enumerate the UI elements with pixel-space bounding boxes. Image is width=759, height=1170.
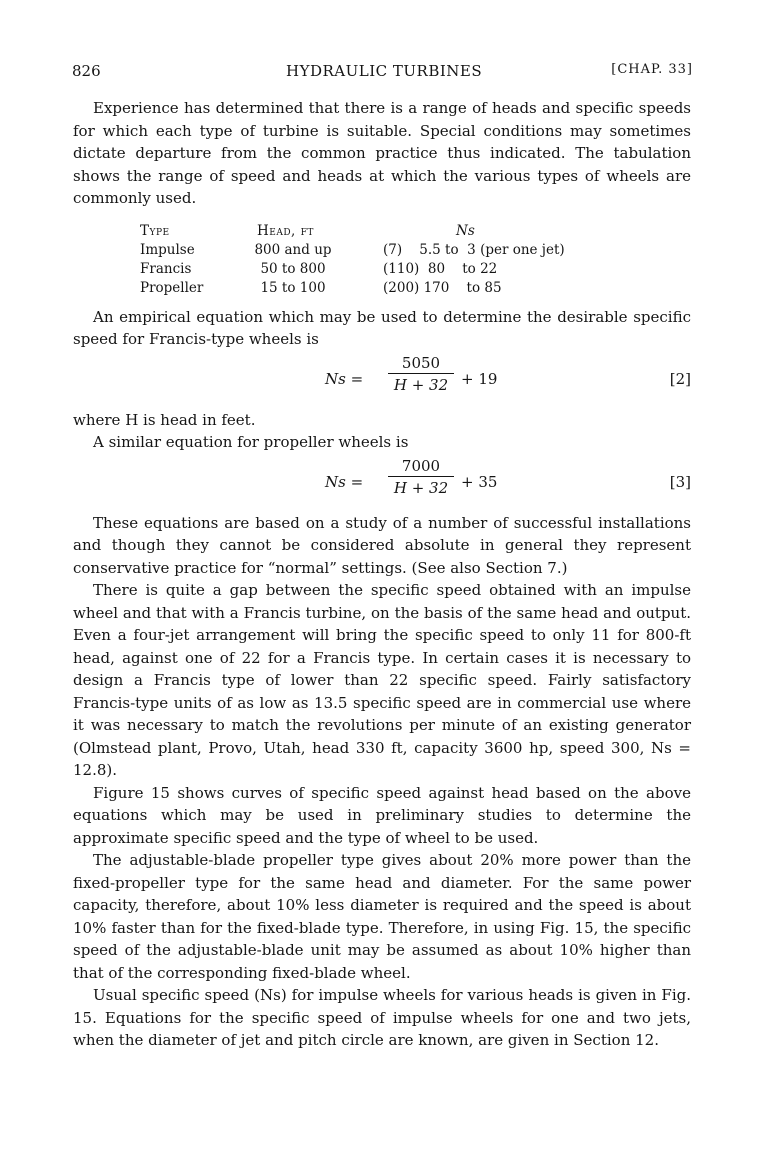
- equation-denominator: H + 32: [393, 375, 449, 394]
- paragraph-equations-basis: These equations are based on a study of a number of successful installations and though they cannot be considered absolute in general they represent conservative practice for “normal” settings. (See also Section 7.): [73, 513, 691, 577]
- table-cell-ns: (200) 170 to 85: [383, 279, 502, 296]
- equation-constant: + 35: [461, 472, 498, 491]
- table-row: [73, 241, 691, 260]
- running-title: HYDRAULIC TURBINES: [286, 62, 483, 80]
- table-cell-head: 15 to 100: [260, 279, 326, 296]
- equation-denominator: H + 32: [393, 478, 449, 497]
- table-cell-type: Francis: [140, 260, 192, 277]
- table-cell-type: Impulse: [140, 241, 195, 258]
- paragraph-specific-speed-gap: There is quite a gap between the specific speed obtained with an impulse wheel and that with a Francis turbine, on the basis of the same head and output. Even a four-jet arrangement will bring the specific speed to only 11 for 800-ft head, against one of 22 for a Francis type. In certain cases it is necessary to design a Francis type of lower than 22 specific speed. Fairly satisfactory Francis-type units of as low as 13.5 specific speed are in commercial use where it was necessary to match the revolutions per minute of an existing generator (Olmstead plant, Provo, Utah, head 330 ft, capacity 3600 hp, speed 300, Ns = 12.8).: [73, 581, 691, 779]
- table-header-ns: Ns: [456, 222, 475, 239]
- equation-lhs: Ns =: [325, 369, 364, 388]
- equation-3: [73, 456, 691, 504]
- page-number: 826: [72, 62, 101, 80]
- paragraph-figure-15: Figure 15 shows curves of specific speed against head based on the above equations which may be used in preliminary studies to determine the approximate specific speed and the type of wheel to be used.: [73, 783, 691, 847]
- equation-lhs: Ns =: [325, 472, 364, 491]
- table-row: [73, 260, 691, 279]
- paragraph-impulse-wheels: Usual specific speed (Ns) for impulse wheels for various heads is given in Fig. 15. Equations for the specific speed of impulse wheels for one and two jets, when the diameter of jet and pitch circle are known, are given in Section 12.: [73, 986, 691, 1049]
- equation-numerator: 7000: [388, 456, 454, 477]
- equation-constant: + 19: [461, 369, 498, 388]
- equation-fraction: [388, 456, 454, 499]
- paragraph-propeller-equation-intro: A similar equation for propeller wheels is: [93, 433, 409, 451]
- equation-numerator: 5050: [388, 353, 454, 374]
- equation-number: [3]: [669, 472, 691, 491]
- table-header-head: Head, ft: [257, 222, 314, 239]
- paragraph-adjustable-blade: The adjustable-blade propeller type gives about 20% more power than the fixed-propeller type for the same head and diameter. For the same power capacity, therefore, about 10% less diameter is required and the speed is about 10% faster than for the fixed-blade type. Therefore, in using Fig. 15, the specific speed of the adjustable-blade unit may be assumed as about 10% higher than that of the corresponding fixed-blade wheel.: [73, 851, 691, 982]
- chapter-reference: [CHAP. 33]: [611, 62, 693, 77]
- table-cell-ns: (7) 5.5 to 3 (per one jet): [383, 241, 565, 258]
- equation-2: [73, 353, 691, 401]
- page-header: [72, 62, 693, 84]
- paragraph-intro: Experience has determined that there is a range of heads and specific speeds for which each type of turbine is suitable. Special conditions may sometimes dictate departure from the common practice thus indicated. The tabulation shows the range of speed and heads at which the various types of wheels are commonly used.: [73, 99, 691, 207]
- table-cell-head: 50 to 800: [260, 260, 326, 277]
- table-row: [73, 279, 691, 298]
- table-cell-head: 800 and up: [254, 241, 332, 258]
- page-body: [73, 97, 691, 1052]
- equation-number: [2]: [669, 369, 691, 388]
- turbine-type-table: [73, 222, 691, 298]
- paragraph-where-h: where H is head in feet.: [73, 410, 256, 429]
- table-cell-type: Propeller: [140, 279, 204, 296]
- table-cell-ns: (110) 80 to 22: [383, 260, 498, 277]
- table-header-row: [73, 222, 691, 241]
- paragraph-francis-equation-intro: An empirical equation which may be used to determine the desirable specific speed for Francis-type wheels is: [73, 307, 691, 348]
- table-header-type: Type: [140, 222, 170, 239]
- equation-fraction: [388, 353, 454, 396]
